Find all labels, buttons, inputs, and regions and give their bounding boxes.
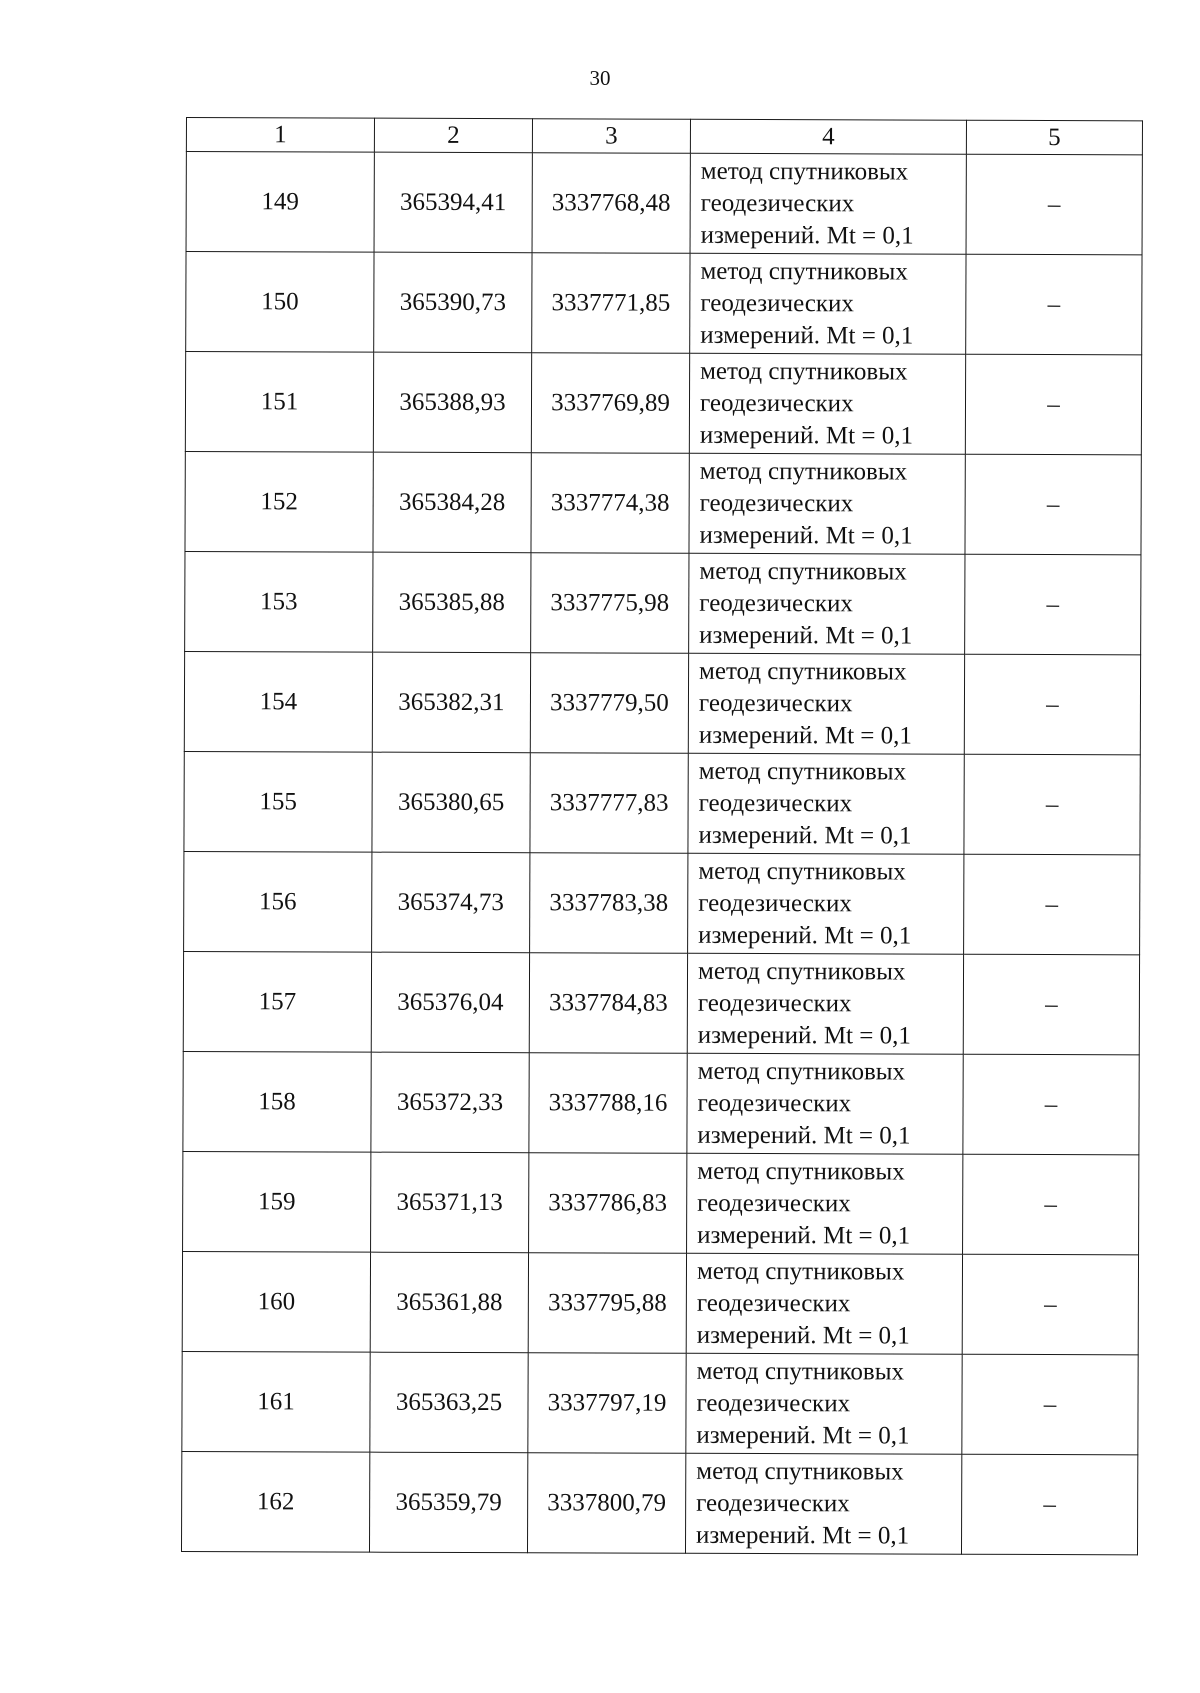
x-coordinate-cell: 365359,79 (369, 1452, 527, 1553)
point-number-cell: 150 (186, 252, 374, 353)
method-line: измерений. Mt = 0,1 (699, 421, 914, 450)
y-coordinate-cell: 3337775,98 (531, 553, 689, 654)
point-number-cell: 155 (184, 751, 372, 852)
coordinates-table (181, 117, 1143, 1555)
note-cell: – (965, 554, 1141, 655)
x-coordinate-cell: 365390,73 (374, 252, 532, 353)
method-line: измерений. Mt = 0,1 (700, 321, 914, 350)
table-row (183, 951, 1139, 1054)
y-coordinate-cell: 3337771,85 (532, 253, 690, 354)
x-coordinate-cell: 365372,33 (371, 1052, 529, 1153)
point-number-cell: 154 (184, 651, 372, 752)
method-line: метод спутниковых (696, 1457, 904, 1486)
y-coordinate-cell: 3337788,16 (529, 1053, 687, 1154)
method-cell (687, 953, 963, 1054)
note-cell: – (966, 154, 1142, 255)
note-cell: – (963, 954, 1139, 1055)
table-row (184, 651, 1140, 754)
method-line: измерений. Mt = 0,1 (700, 221, 914, 250)
point-number-cell: 162 (181, 1451, 369, 1552)
point-number-cell: 152 (185, 451, 373, 552)
y-coordinate-cell: 3337779,50 (530, 653, 688, 754)
method-line: метод спутниковых (697, 957, 906, 986)
x-coordinate-cell: 365385,88 (373, 552, 531, 653)
table-body (181, 152, 1142, 1555)
method-line: измерений. Mt = 0,1 (697, 1121, 911, 1150)
method-cell (690, 253, 966, 354)
method-cell (686, 1253, 962, 1354)
method-line: геодезических (699, 389, 854, 417)
header-col-5: 5 (966, 120, 1142, 155)
y-coordinate-cell: 3337797,19 (528, 1353, 686, 1454)
method-line: метод спутниковых (698, 857, 906, 886)
method-cell (689, 353, 965, 454)
point-number-cell: 153 (185, 551, 373, 652)
method-line: метод спутниковых (697, 1057, 906, 1086)
header-col-4: 4 (690, 119, 966, 154)
note-cell: – (966, 254, 1142, 355)
table-row (184, 751, 1140, 854)
note-cell: – (965, 354, 1141, 455)
header-col-1: 1 (186, 118, 374, 153)
point-number-cell: 158 (183, 1051, 371, 1152)
point-number-cell: 151 (185, 352, 373, 453)
note-cell: – (962, 1354, 1138, 1455)
y-coordinate-cell: 3337800,79 (527, 1453, 685, 1554)
table-header (186, 118, 1142, 155)
table-row (182, 1251, 1138, 1354)
method-line: геодезических (699, 489, 854, 517)
method-line: геодезических (697, 1089, 852, 1117)
table-row (185, 352, 1141, 455)
method-line: измерений. Mt = 0,1 (696, 1321, 910, 1350)
note-cell: – (964, 754, 1140, 855)
method-line: геодезических (697, 1189, 851, 1217)
table-row (185, 551, 1141, 654)
header-col-2: 2 (374, 118, 532, 153)
header-row (186, 118, 1142, 155)
x-coordinate-cell: 365376,04 (371, 952, 529, 1053)
method-line: геодезических (699, 589, 853, 617)
method-line: измерений. Mt = 0,1 (697, 1221, 911, 1250)
method-line: геодезических (696, 1289, 851, 1317)
point-number-cell: 161 (182, 1351, 370, 1452)
method-line: измерений. Mt = 0,1 (698, 821, 912, 850)
page-number: 30 (589, 66, 611, 90)
x-coordinate-cell: 365371,13 (371, 1152, 529, 1253)
table-row (182, 1351, 1138, 1454)
method-cell (690, 153, 966, 254)
x-coordinate-cell: 365374,73 (372, 852, 530, 953)
table-row (183, 1051, 1139, 1154)
y-coordinate-cell: 3337784,83 (529, 953, 687, 1054)
method-line: измерений. Mt = 0,1 (696, 1421, 910, 1450)
table-row (183, 1151, 1139, 1254)
x-coordinate-cell: 365384,28 (373, 452, 531, 553)
note-cell: – (965, 454, 1141, 555)
method-cell (686, 1353, 962, 1454)
y-coordinate-cell: 3337774,38 (531, 453, 689, 554)
x-coordinate-cell: 365388,93 (373, 352, 531, 453)
method-line: метод спутниковых (699, 457, 908, 486)
y-coordinate-cell: 3337777,83 (530, 753, 688, 854)
method-line: геодезических (700, 289, 854, 317)
method-line: измерений. Mt = 0,1 (698, 721, 912, 750)
note-cell: – (964, 854, 1140, 955)
table-row (186, 252, 1142, 355)
method-cell (688, 653, 964, 754)
method-line: измерений. Mt = 0,1 (699, 621, 913, 650)
note-cell: – (962, 1254, 1138, 1355)
method-line: геодезических (696, 1489, 850, 1517)
table-row (184, 851, 1140, 954)
point-number-cell: 159 (183, 1151, 371, 1252)
method-cell (687, 1053, 963, 1154)
method-line: геодезических (698, 689, 853, 717)
method-line: геодезических (696, 1389, 851, 1417)
method-cell (688, 753, 964, 854)
method-cell (685, 1453, 961, 1554)
table-row (181, 1451, 1137, 1554)
y-coordinate-cell: 3337786,83 (529, 1153, 687, 1254)
point-number-cell: 156 (184, 851, 372, 952)
note-cell: – (963, 1054, 1139, 1155)
method-line: геодезических (700, 189, 855, 217)
point-number-cell: 157 (183, 951, 371, 1052)
note-cell: – (963, 1154, 1139, 1255)
table-row (185, 451, 1141, 554)
x-coordinate-cell: 365363,25 (370, 1352, 528, 1453)
x-coordinate-cell: 365382,31 (372, 652, 530, 753)
y-coordinate-cell: 3337783,38 (530, 853, 688, 954)
method-line: измерений. Mt = 0,1 (697, 1021, 911, 1050)
method-line: метод спутниковых (699, 657, 907, 686)
method-line: метод спутниковых (696, 1257, 905, 1286)
method-line: геодезических (698, 889, 852, 917)
note-cell: – (964, 654, 1140, 755)
method-line: измерений. Mt = 0,1 (696, 1521, 910, 1550)
x-coordinate-cell: 365394,41 (374, 152, 532, 253)
method-cell (689, 553, 965, 654)
method-line: метод спутниковых (697, 1157, 905, 1186)
method-cell (687, 1153, 963, 1254)
method-line: измерений. Mt = 0,1 (699, 521, 913, 550)
header-col-3: 3 (532, 119, 690, 154)
table-row (186, 152, 1142, 255)
note-cell: – (961, 1454, 1137, 1555)
method-line: метод спутниковых (700, 157, 909, 186)
point-number-cell: 149 (186, 152, 374, 253)
method-cell (688, 853, 964, 954)
x-coordinate-cell: 365361,88 (370, 1252, 528, 1353)
method-line: измерений. Mt = 0,1 (698, 921, 912, 950)
method-line: геодезических (698, 789, 853, 817)
y-coordinate-cell: 3337769,89 (531, 353, 689, 454)
x-coordinate-cell: 365380,65 (372, 752, 530, 853)
method-line: метод спутниковых (700, 257, 908, 286)
method-line: метод спутниковых (698, 757, 907, 786)
y-coordinate-cell: 3337768,48 (532, 153, 690, 254)
method-line: метод спутниковых (700, 357, 908, 386)
method-line: метод спутниковых (696, 1357, 905, 1386)
method-cell (689, 453, 965, 554)
y-coordinate-cell: 3337795,88 (528, 1253, 686, 1354)
method-line: геодезических (697, 989, 852, 1017)
point-number-cell: 160 (182, 1251, 370, 1352)
method-line: метод спутниковых (699, 557, 907, 586)
